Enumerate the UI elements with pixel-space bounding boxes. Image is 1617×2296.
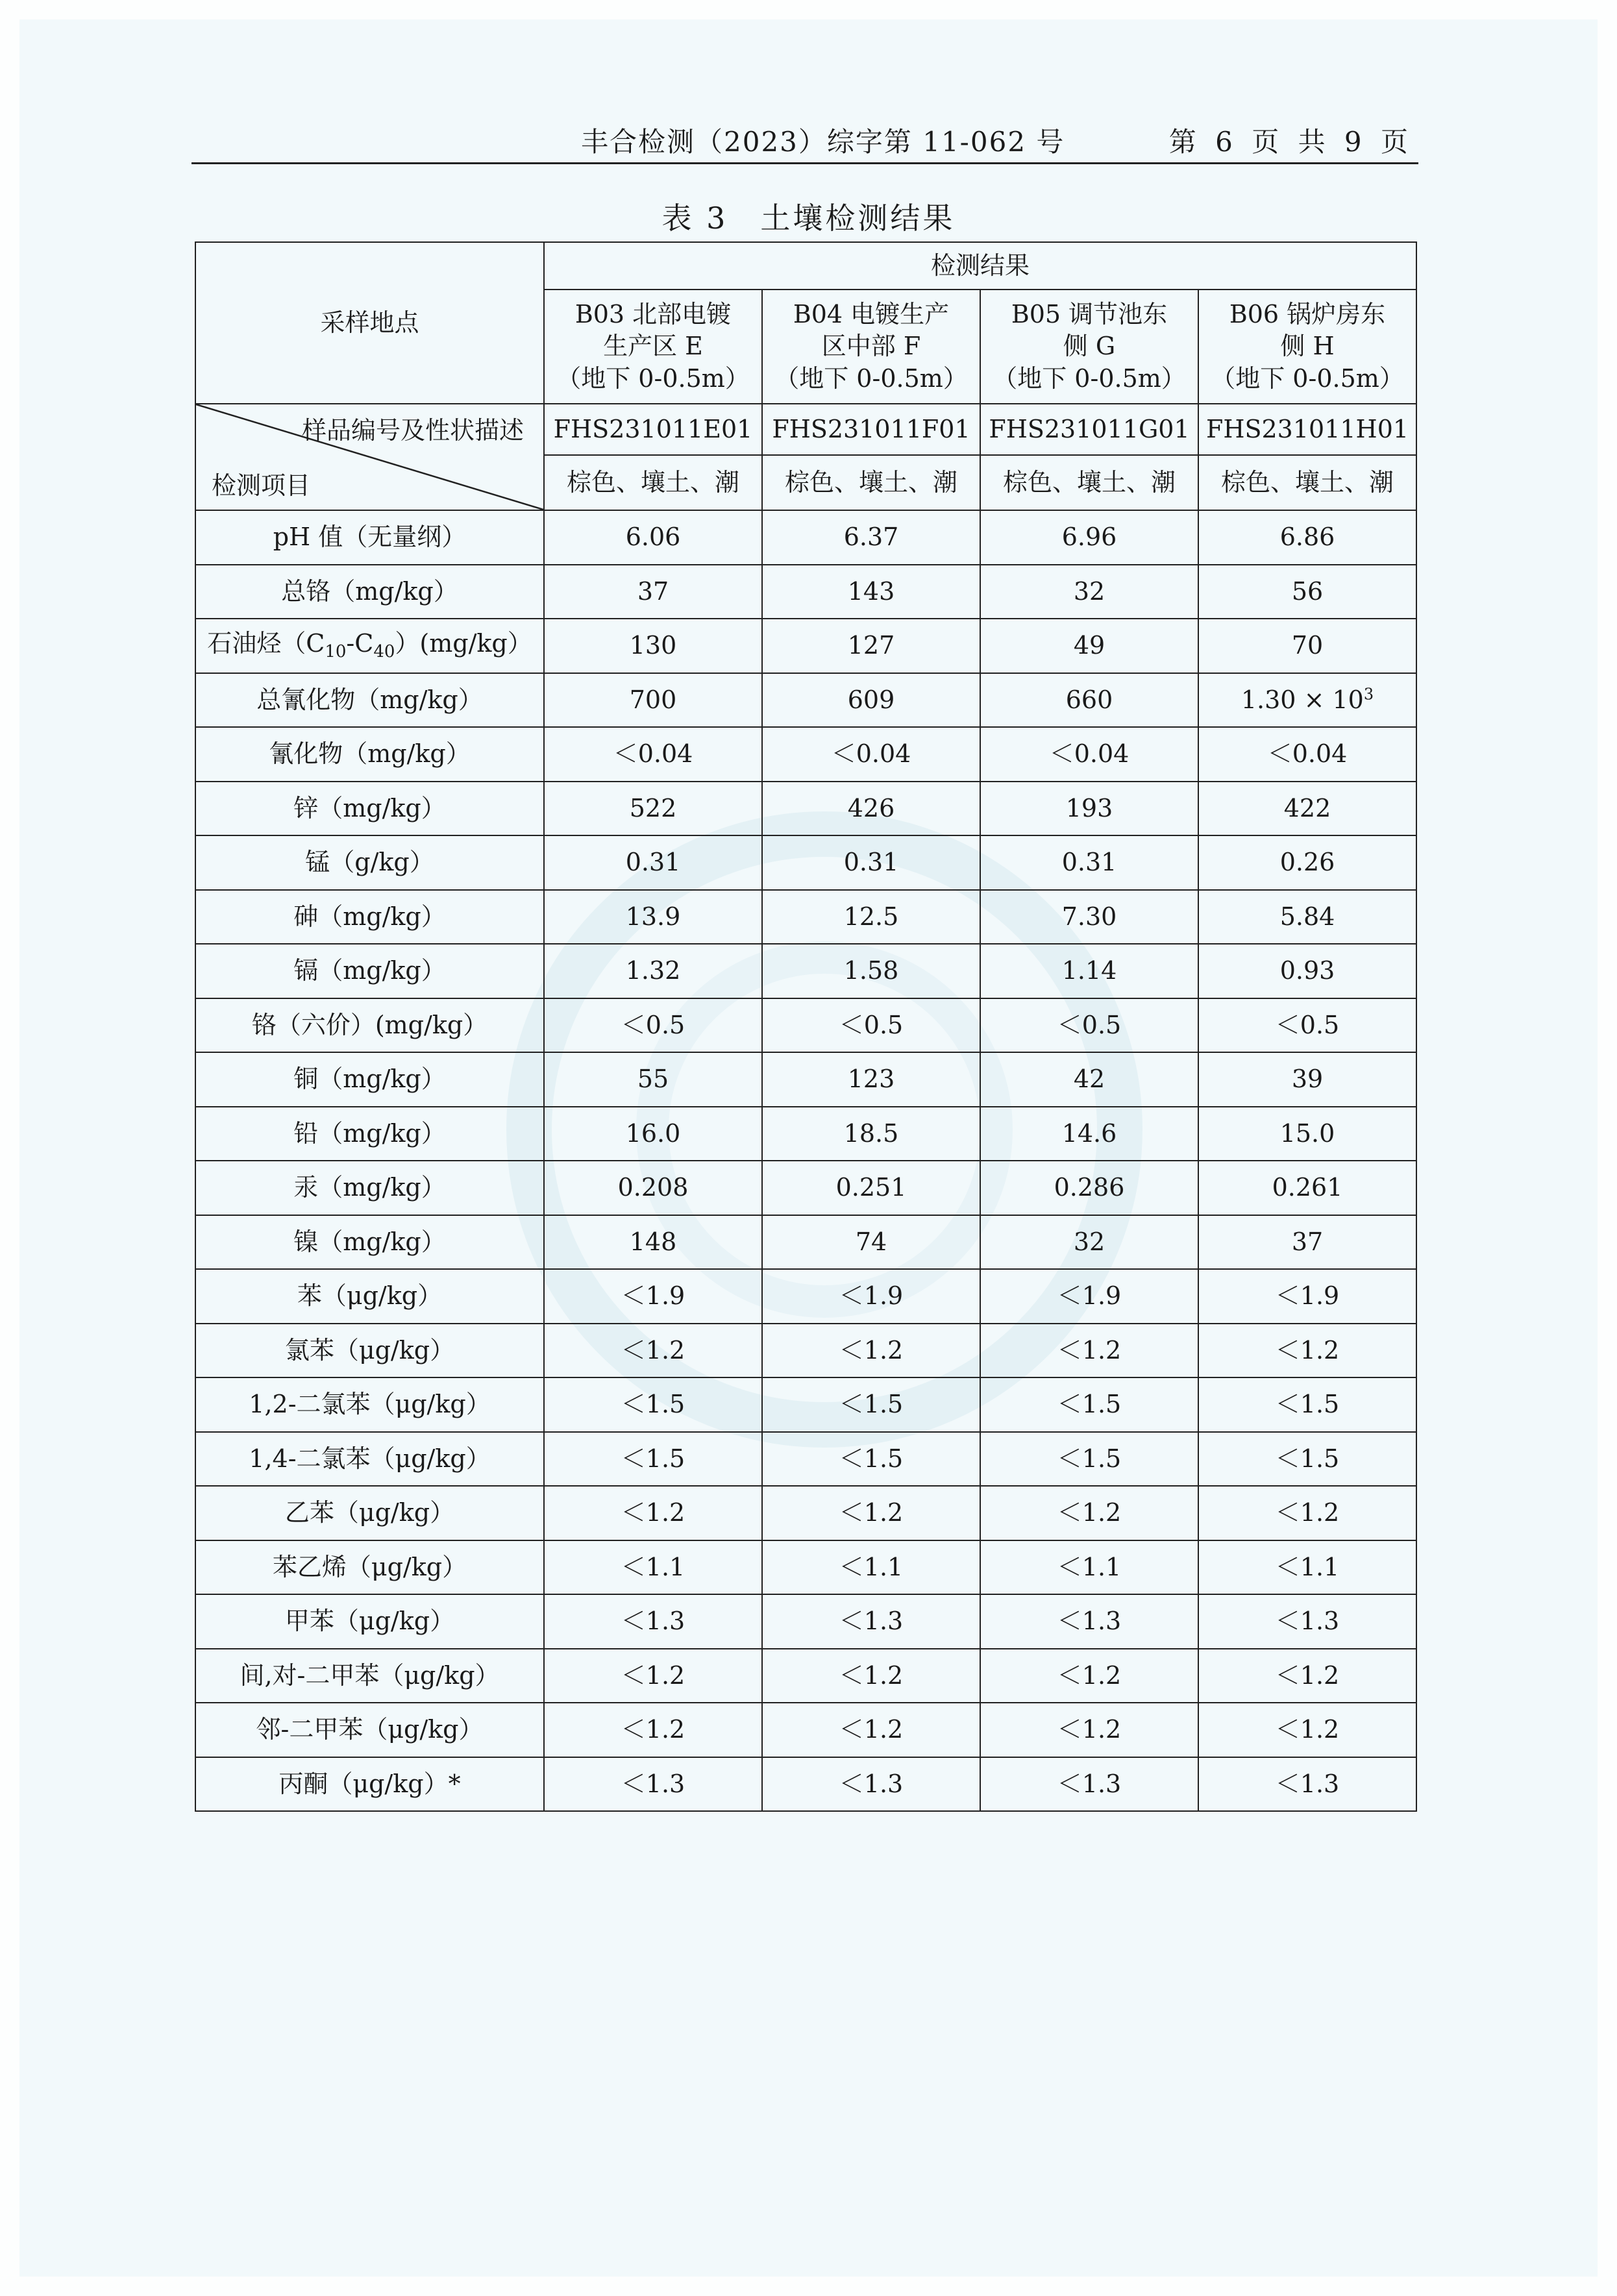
value-cell: ＜1.2 <box>544 1649 762 1703</box>
table-row <box>195 1215 1416 1270</box>
item-cell: 锰（g/kg） <box>195 835 544 890</box>
value-cell: 130 <box>544 619 762 673</box>
value-cell: 39 <box>1198 1052 1416 1107</box>
value-cell: ＜1.2 <box>1198 1703 1416 1757</box>
description-cell: 棕色、壤土、潮 <box>544 455 762 510</box>
value-cell: 6.06 <box>544 510 762 565</box>
value-cell: ＜1.3 <box>980 1594 1198 1649</box>
value-cell: ＜0.04 <box>1198 727 1416 782</box>
item-cell: 氯苯（μg/kg） <box>195 1324 544 1378</box>
value-cell: 0.208 <box>544 1161 762 1215</box>
value-cell: ＜1.5 <box>980 1432 1198 1487</box>
results-header: 检测结果 <box>544 242 1416 290</box>
table-row <box>195 1757 1416 1812</box>
table-title: 表 3 土壤检测结果 <box>661 201 956 236</box>
item-cell: 镉（mg/kg） <box>195 944 544 998</box>
value-cell: ＜0.04 <box>762 727 980 782</box>
value-cell: ＜1.5 <box>1198 1432 1416 1487</box>
item-cell: 氰化物（mg/kg） <box>195 727 544 782</box>
table-row <box>195 1377 1416 1432</box>
diagonal-header-cell <box>195 404 544 510</box>
value-cell: ＜1.2 <box>762 1703 980 1757</box>
table-row <box>195 782 1416 836</box>
value-cell: 13.9 <box>544 890 762 944</box>
value-cell: 123 <box>762 1052 980 1107</box>
table-row <box>195 1107 1416 1161</box>
sample-id-cell: FHS231011H01 <box>1198 404 1416 455</box>
value-cell: ＜0.5 <box>980 998 1198 1053</box>
sampling-site-header: 采样地点 <box>195 242 544 404</box>
description-cell: 棕色、壤土、潮 <box>980 455 1198 510</box>
table-row <box>195 727 1416 782</box>
value-cell: ＜1.2 <box>762 1324 980 1378</box>
value-cell: 6.96 <box>980 510 1198 565</box>
value-cell: 522 <box>544 782 762 836</box>
value-cell: ＜1.9 <box>762 1269 980 1324</box>
value-cell: 143 <box>762 565 980 619</box>
value-cell: ＜1.3 <box>544 1594 762 1649</box>
value-cell: ＜1.2 <box>980 1324 1198 1378</box>
item-cell: 苯乙烯（μg/kg） <box>195 1540 544 1595</box>
item-cell: 总铬（mg/kg） <box>195 565 544 619</box>
value-cell: ＜0.04 <box>544 727 762 782</box>
value-cell: ＜1.2 <box>1198 1324 1416 1378</box>
value-cell: 55 <box>544 1052 762 1107</box>
value-cell: ＜1.5 <box>762 1377 980 1432</box>
value-cell: 7.30 <box>980 890 1198 944</box>
value-cell: $1.30 \times 10^3$ <box>1198 673 1416 728</box>
item-cell: 镍（mg/kg） <box>195 1215 544 1270</box>
value-cell: 0.31 <box>544 835 762 890</box>
value-cell: ＜1.9 <box>980 1269 1198 1324</box>
value-cell: ＜1.1 <box>980 1540 1198 1595</box>
item-cell: 汞（mg/kg） <box>195 1161 544 1215</box>
value-cell: ＜1.9 <box>544 1269 762 1324</box>
table-row <box>195 890 1416 944</box>
sample-id-cell: FHS231011F01 <box>762 404 980 455</box>
item-cell: 1,4-二氯苯（μg/kg） <box>195 1432 544 1487</box>
item-cell: pH 值（无量纲） <box>195 510 544 565</box>
table-row <box>195 1649 1416 1703</box>
value-cell: 660 <box>980 673 1198 728</box>
value-cell: ＜1.2 <box>762 1649 980 1703</box>
table-row <box>195 1052 1416 1107</box>
value-cell: 74 <box>762 1215 980 1270</box>
value-cell: 32 <box>980 1215 1198 1270</box>
value-cell: 70 <box>1198 619 1416 673</box>
sample-id-cell: FHS231011E01 <box>544 404 762 455</box>
value-cell: ＜1.2 <box>544 1486 762 1540</box>
value-cell: 56 <box>1198 565 1416 619</box>
table-row <box>195 565 1416 619</box>
value-cell: 6.86 <box>1198 510 1416 565</box>
item-cell: 铜（mg/kg） <box>195 1052 544 1107</box>
table-row <box>195 1594 1416 1649</box>
value-cell: 0.31 <box>980 835 1198 890</box>
value-cell: 0.261 <box>1198 1161 1416 1215</box>
table-row <box>195 1540 1416 1595</box>
value-cell: ＜1.5 <box>544 1377 762 1432</box>
value-cell: 42 <box>980 1052 1198 1107</box>
value-cell: 32 <box>980 565 1198 619</box>
value-cell: ＜1.5 <box>1198 1377 1416 1432</box>
item-cell: 总氰化物（mg/kg） <box>195 673 544 728</box>
value-cell: 1.58 <box>762 944 980 998</box>
table-row <box>195 835 1416 890</box>
value-cell: 6.37 <box>762 510 980 565</box>
value-cell: ＜1.2 <box>980 1703 1198 1757</box>
value-cell: ＜1.5 <box>980 1377 1198 1432</box>
item-cell: 乙苯（μg/kg） <box>195 1486 544 1540</box>
value-cell: 49 <box>980 619 1198 673</box>
report-number: 丰合检测（2023）综字第 11-062 号 <box>581 126 1065 158</box>
value-cell: ＜1.2 <box>762 1486 980 1540</box>
value-cell: ＜1.2 <box>544 1324 762 1378</box>
item-cell: 锌（mg/kg） <box>195 782 544 836</box>
value-cell: 700 <box>544 673 762 728</box>
value-cell: 422 <box>1198 782 1416 836</box>
value-cell: ＜1.3 <box>762 1594 980 1649</box>
value-cell: 0.93 <box>1198 944 1416 998</box>
item-cell: 1,2-二氯苯（μg/kg） <box>195 1377 544 1432</box>
value-cell: 0.26 <box>1198 835 1416 890</box>
value-cell: 1.14 <box>980 944 1198 998</box>
value-cell: ＜0.5 <box>544 998 762 1053</box>
value-cell: ＜1.1 <box>544 1540 762 1595</box>
value-cell: ＜1.3 <box>762 1757 980 1812</box>
value-cell: 37 <box>1198 1215 1416 1270</box>
sample-desc-label: 样品编号及性状描述 <box>301 416 524 445</box>
table-row <box>195 1161 1416 1215</box>
item-cell: 邻-二甲苯（μg/kg） <box>195 1703 544 1757</box>
value-cell: ＜1.3 <box>980 1757 1198 1812</box>
soil-results-table <box>195 241 1417 1812</box>
item-cell: 石油烃$(C_{10}-C_{40})(mg/kg)$ <box>195 619 544 673</box>
value-cell: ＜1.3 <box>1198 1757 1416 1812</box>
location-cell: B05 调节池东 侧 G （地下 0-0.5m） <box>980 290 1198 404</box>
item-cell: 铬（六价）(mg/kg） <box>195 998 544 1053</box>
value-cell: 5.84 <box>1198 890 1416 944</box>
value-cell: 0.251 <box>762 1161 980 1215</box>
item-cell: 甲苯（μg/kg） <box>195 1594 544 1649</box>
value-cell: 12.5 <box>762 890 980 944</box>
value-cell: ＜0.5 <box>762 998 980 1053</box>
value-cell: 127 <box>762 619 980 673</box>
value-cell: 609 <box>762 673 980 728</box>
description-cell: 棕色、壤土、潮 <box>1198 455 1416 510</box>
table-row <box>195 619 1416 673</box>
value-cell: ＜1.5 <box>762 1432 980 1487</box>
page-header <box>191 116 1418 164</box>
page-number: 第 6 页 共 9 页 <box>1168 126 1413 158</box>
value-cell: 148 <box>544 1215 762 1270</box>
value-cell: 193 <box>980 782 1198 836</box>
value-cell: ＜1.9 <box>1198 1269 1416 1324</box>
table-row <box>195 1324 1416 1378</box>
value-cell: ＜1.1 <box>1198 1540 1416 1595</box>
table-row <box>195 1703 1416 1757</box>
location-cell: B04 电镀生产 区中部 F （地下 0-0.5m） <box>762 290 980 404</box>
value-cell: ＜0.04 <box>980 727 1198 782</box>
value-cell: ＜1.2 <box>544 1703 762 1757</box>
value-cell: ＜1.3 <box>544 1757 762 1812</box>
table-row <box>195 673 1416 728</box>
value-cell: 15.0 <box>1198 1107 1416 1161</box>
table-row <box>195 1269 1416 1324</box>
description-cell: 棕色、壤土、潮 <box>762 455 980 510</box>
value-cell: ＜1.2 <box>980 1649 1198 1703</box>
item-cell: 苯（μg/kg） <box>195 1269 544 1324</box>
item-cell: 砷（mg/kg） <box>195 890 544 944</box>
value-cell: 37 <box>544 565 762 619</box>
table-row <box>195 998 1416 1053</box>
value-cell: ＜1.5 <box>544 1432 762 1487</box>
sample-id-cell: FHS231011G01 <box>980 404 1198 455</box>
table-row <box>195 1486 1416 1540</box>
value-cell: 18.5 <box>762 1107 980 1161</box>
value-cell: ＜1.2 <box>1198 1486 1416 1540</box>
value-cell: 0.31 <box>762 835 980 890</box>
test-item-label: 检测项目 <box>212 471 311 500</box>
value-cell: 16.0 <box>544 1107 762 1161</box>
value-cell: ＜1.1 <box>762 1540 980 1595</box>
value-cell: ＜1.2 <box>1198 1649 1416 1703</box>
value-cell: ＜1.2 <box>980 1486 1198 1540</box>
location-cell: B03 北部电镀 生产区 E （地下 0-0.5m） <box>544 290 762 404</box>
item-cell: 丙酮（μg/kg）* <box>195 1757 544 1812</box>
location-cell: B06 锅炉房东 侧 H （地下 0-0.5m） <box>1198 290 1416 404</box>
table-row <box>195 944 1416 998</box>
value-cell: 426 <box>762 782 980 836</box>
value-cell: 14.6 <box>980 1107 1198 1161</box>
table-row <box>195 1432 1416 1487</box>
item-cell: 间,对-二甲苯（μg/kg） <box>195 1649 544 1703</box>
value-cell: ＜0.5 <box>1198 998 1416 1053</box>
value-cell: 0.286 <box>980 1161 1198 1215</box>
table-row <box>195 510 1416 565</box>
item-cell: 铅（mg/kg） <box>195 1107 544 1161</box>
value-cell: 1.32 <box>544 944 762 998</box>
value-cell: ＜1.3 <box>1198 1594 1416 1649</box>
